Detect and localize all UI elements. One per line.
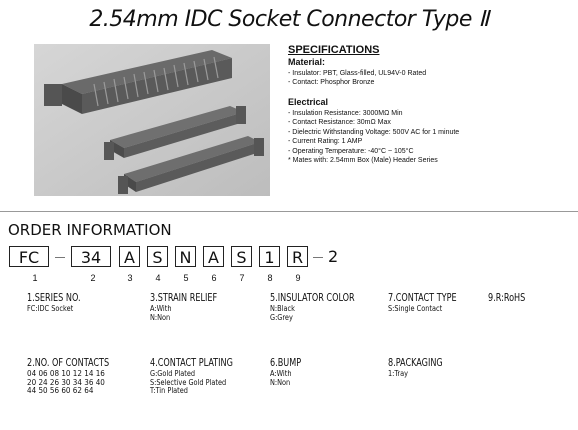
position-number: 1 — [32, 273, 38, 283]
code-box-series: FC — [9, 246, 49, 267]
position-number: 6 — [211, 273, 217, 283]
legend-bump — [270, 356, 308, 387]
code-box-strain-relief: A — [119, 246, 140, 267]
legend-line: S:Single Contact — [388, 304, 443, 313]
electrical-list — [288, 109, 459, 165]
title-roman-numeral: Ⅱ — [478, 6, 489, 31]
legend-title: 1.SERIES NO. — [27, 291, 81, 304]
legend-line: G:Gold Plated — [150, 369, 196, 378]
position-number: 2 — [90, 273, 96, 283]
legend-line: 20 24 26 30 34 36 40 — [27, 377, 105, 387]
electrical-item: - Contact Resistance: 30mΩ Max — [288, 119, 391, 127]
legend-packaging — [388, 356, 455, 379]
material-item: - Insulator: PBT, Glass-filled, UL94V-0 Rated — [288, 70, 427, 77]
material-list — [288, 69, 426, 88]
legend-line: G:Grey — [270, 312, 293, 322]
electrical-item: - Dielectric Withstanding Voltage: 500V AC for 1 minute — [288, 128, 460, 136]
electrical-heading: Electrical — [288, 97, 329, 107]
legend-title: 9.R:RoHS — [488, 291, 526, 304]
title-main: 2.54mm IDC Socket Connector Type — [89, 7, 472, 32]
legend-line: N:Black — [270, 304, 295, 313]
legend-title: 3.STRAIN RELIEF — [150, 291, 218, 304]
page-title — [0, 6, 578, 32]
order-information-heading: ORDER INFORMATION — [8, 221, 172, 239]
legend-insulator-color — [270, 291, 373, 322]
legend-title: 4.CONTACT PLATING — [150, 356, 233, 369]
position-number: 7 — [239, 273, 245, 283]
legend-line: 44 50 56 60 62 64 — [27, 386, 94, 396]
code-box-contacts: 34 — [71, 246, 111, 267]
section-divider — [0, 211, 578, 212]
position-number: 9 — [295, 273, 301, 283]
electrical-item: - Operating Temperature: -40°C ~ 105°C — [288, 147, 414, 155]
legend-line: T:Tin Plated — [150, 386, 188, 396]
code-dash — [55, 257, 65, 258]
legend-line: N:Non — [270, 377, 291, 387]
electrical-item: - Insulation Resistance: 3000MΩ Min — [288, 110, 403, 117]
legend-title: 8.PACKAGING — [388, 356, 443, 369]
code-suffix: 2 — [328, 247, 339, 266]
legend-strain-relief — [150, 291, 232, 322]
code-dash — [313, 257, 323, 258]
legend-title: 6.BUMP — [270, 356, 302, 369]
electrical-item: - Current Rating: 1 AMP — [288, 138, 363, 146]
material-item: - Contact: Phosphor Bronze — [288, 79, 375, 87]
position-number: 4 — [155, 273, 161, 283]
legend-title: 5.INSULATOR COLOR — [270, 291, 355, 304]
position-number: 5 — [183, 273, 189, 283]
electrical-item: * Mates with: 2.54mm Box (Male) Header Series — [288, 157, 438, 165]
legend-title: 2.NO. OF CONTACTS — [27, 356, 110, 369]
legend-line: A:With — [150, 304, 172, 313]
code-box-contact-type: S — [231, 246, 252, 267]
product-photo — [34, 44, 270, 196]
code-box-bump: A — [203, 246, 224, 267]
legend-line: 1:Tray — [388, 369, 409, 378]
legend-rohs — [488, 291, 533, 304]
material-heading: Material: — [288, 57, 326, 67]
connector-illustration — [34, 44, 270, 196]
legend-line: FC:IDC Socket — [27, 304, 74, 313]
legend-line: N:Non — [150, 312, 171, 322]
legend-title: 7.CONTACT TYPE — [388, 291, 457, 304]
legend-series — [27, 291, 92, 314]
legend-line: A:With — [270, 369, 292, 378]
legend-line: 04 06 08 10 12 14 16 — [27, 369, 105, 378]
legend-contact-plating — [150, 356, 251, 396]
legend-contact-type — [388, 291, 472, 314]
specifications-heading: SPECIFICATIONS — [288, 44, 380, 56]
code-box-insulator-color: N — [175, 246, 196, 267]
position-number: 8 — [267, 273, 273, 283]
legend-line: S:Selective Gold Plated — [150, 377, 227, 387]
position-number: 3 — [127, 273, 133, 283]
legend-contacts — [27, 356, 127, 396]
code-box-rohs: R — [287, 246, 308, 267]
code-box-plating: S — [147, 246, 168, 267]
code-box-packaging: 1 — [259, 246, 280, 267]
